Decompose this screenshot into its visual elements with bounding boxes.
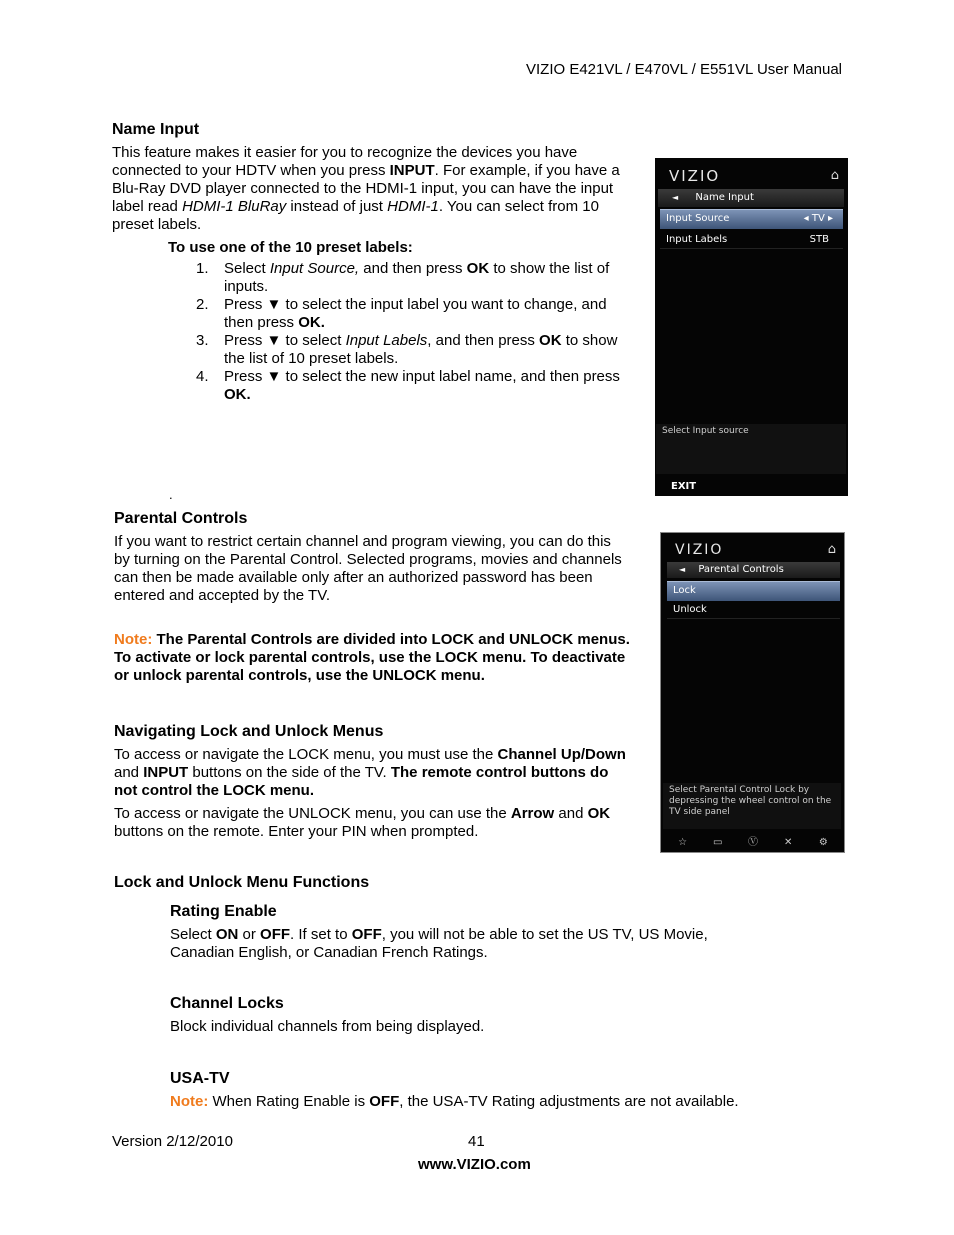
parental-controls-heading: Parental Controls [114,510,248,527]
intro-text: . For example, if you have a Blu-Ray DVD player connected to the HDMI-1 input, you can have the input label read [112,162,620,215]
vizio-v-icon[interactable]: Ⓥ [740,834,766,853]
step-bold: OK [466,260,490,277]
parental-controls-note [114,631,634,685]
help-text: Select Parental Control Lock by depressing the wheel control on the TV side panel [663,783,841,829]
step-item [196,260,636,296]
intro-text: . You can select from 10 preset labels. [112,198,599,233]
channel-locks-heading: Channel Locks [170,995,284,1012]
back-arrow-icon: ◄ [679,565,686,574]
note-label: Note: [170,1093,209,1110]
name-input-heading: Name Input [112,121,200,138]
navigating-unlock-paragraph [114,805,634,841]
paragraph-text: To access or navigate the LOCK menu, you must use the [114,746,498,763]
navigating-heading: Navigating Lock and Unlock Menus [114,723,384,740]
note-text: The Parental Controls are divided into LOCK and UNLOCK menus. To activate or lock parental controls, use the LOCK menu. To deactivate or unlock parental controls, use the UNLOCK menu. [114,631,630,684]
display-icon[interactable]: ▭ [705,834,731,853]
step-text: Press ▼ to select the new input label name, and then press [224,368,620,385]
tv-menu-parental-controls [660,532,845,853]
step-number: 4. [196,368,209,385]
step-text: Press ▼ to select [224,332,346,349]
intro-italic: HDMI-1 BluRay [182,198,287,215]
footer-version: Version 2/12/2010 [112,1133,233,1150]
usa-tv-note [170,1093,810,1111]
star-icon[interactable]: ☆ [670,834,696,853]
paragraph-bold: Channel Up/Down [497,746,626,763]
menu-item-label: Input Source [666,213,730,224]
preset-labels-subheading: To use one of the 10 preset labels: [168,239,413,256]
paragraph-text: , you will not be able to set the US TV, US Movie, Canadian English, or Canadian French Ratings. [170,926,708,961]
parental-controls-intro: If you want to restrict certain channel and program viewing, you can do this by turning on the Parental Control. Selected programs, movies and channels can then be made available only after an authorized password has been entered and accepted by the TV. [114,533,622,604]
manual-title: VIZIO E421VL / E470VL / E551VL User Manual [525,61,842,78]
tv-icon-row [665,834,841,853]
paragraph-text: Select [170,926,216,943]
intro-text: instead of just [286,198,388,215]
step-text: Select [224,260,270,277]
home-icon: ⌂ [830,168,839,183]
paragraph-bold: OFF [369,1093,400,1110]
close-icon[interactable]: ✕ [775,834,801,853]
menu-item-value: ◂ TV ▸ [803,213,833,224]
paragraph-bold: OK [587,805,611,822]
paragraph-text: . If set to [290,926,352,943]
gear-icon[interactable]: ⚙ [810,834,836,853]
paragraph-bold: ON [215,926,239,943]
paragraph-text: To access or navigate the UNLOCK menu, you can use the [114,805,511,822]
step-italic: Input Labels [345,332,428,349]
step-number: 3. [196,332,209,349]
menu-item-label: Input Labels [666,234,728,245]
input-keyword: INPUT [389,162,435,179]
vizio-logo: VIZIO [669,167,721,185]
paragraph-bold: Arrow [510,805,555,822]
footer-website[interactable]: www.VIZIO.com [418,1156,531,1173]
menu-item-label: Lock [673,585,696,596]
menu-item-label: Unlock [673,604,707,615]
menu-title-bar [658,189,844,207]
usa-tv-heading: USA-TV [170,1070,230,1087]
step-italic: Input Source, [269,260,360,277]
paragraph-bold: INPUT [143,764,189,781]
step-bold: OK. [298,314,325,331]
paragraph-text: When Rating Enable is [208,1093,370,1110]
step-item [196,332,636,368]
footer-page-number: 41 [468,1133,485,1150]
menu-title: Name Input [695,192,754,203]
name-input-intro [112,144,632,234]
paragraph-text: buttons on the remote. Enter your PIN when prompted. [114,823,479,840]
paragraph-bold: The remote control buttons do not control the LOCK menu. [114,764,609,799]
step-text: , and then press [427,332,540,349]
menu-item-lock[interactable] [667,581,840,601]
menu-item-value: STB [809,234,829,245]
help-text: Select Input source [656,424,846,474]
back-arrow-icon: ◄ [672,193,679,202]
rating-enable-text [170,926,770,962]
menu-item-unlock[interactable] [667,601,840,619]
menu-item-input-labels[interactable] [660,231,843,249]
paragraph-text: or [238,926,261,943]
paragraph-text: and [554,805,588,822]
paragraph-text: , the USA-TV Rating adjustments are not available. [399,1093,739,1110]
step-item [196,368,636,404]
step-bold: OK [539,332,562,349]
vizio-logo: VIZIO [675,542,724,558]
intro-italic: HDMI-1 [387,198,439,215]
menu-title-bar [667,562,840,578]
step-number: 2. [196,296,209,313]
paragraph-bold: OFF [351,926,382,943]
intro-text: This feature makes it easier for you to recognize the devices you have connected to your HDTV when you press [112,144,578,179]
step-text: to show the list of inputs. [224,260,610,295]
tv-menu-name-input [655,158,848,496]
step-number: 1. [196,260,209,277]
step-text: Press ▼ to select the input label you want to change, and then press [224,296,607,331]
note-label: Note: [114,631,153,648]
menu-title: Parental Controls [698,564,784,575]
navigating-lock-paragraph [114,746,634,800]
functions-heading: Lock and Unlock Menu Functions [114,874,370,891]
rating-enable-heading: Rating Enable [170,903,277,920]
step-bold: OK. [224,386,251,403]
steps-list [196,260,636,404]
home-icon: ⌂ [827,542,836,557]
step-text: to show the list of 10 preset labels. [224,332,618,367]
paragraph-bold: OFF [260,926,291,943]
step-item [196,296,636,332]
exit-button[interactable]: EXIT [671,481,697,492]
stray-dot: . [169,487,173,502]
channel-locks-text: Block individual channels from being displayed. [170,1018,485,1035]
step-text: and then press [359,260,467,277]
paragraph-text: and [114,764,144,781]
menu-item-input-source[interactable] [660,209,843,229]
paragraph-text: buttons on the side of the TV. [188,764,391,781]
